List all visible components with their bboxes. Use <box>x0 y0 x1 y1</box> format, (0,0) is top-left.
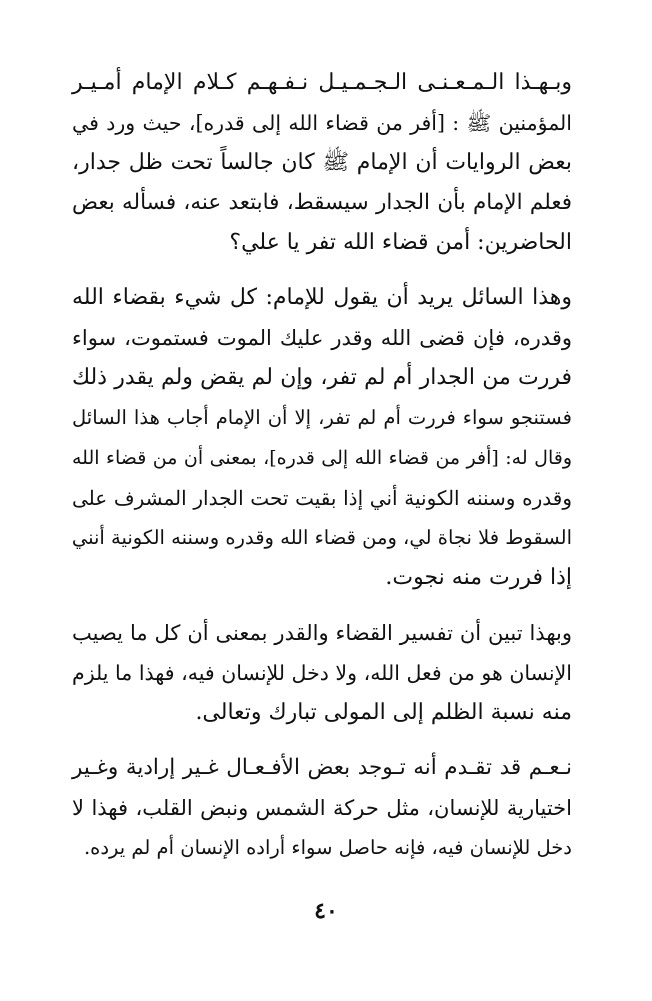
paragraph-2-line-6: وقدره وسننه الكونية أني إذا بقيت تحت الجدار المشرف على <box>72 486 572 510</box>
paragraph-2-line-3: فررت من الجدار أم لم تفر، وإن لم يقض ولم يقدر ذلك <box>72 365 572 390</box>
paragraph-2-line-1: وهذا السائل يريد أن يقول للإمام: كل شيء بقضاء الله <box>72 285 572 310</box>
paragraph-4-line-2: اختيارية للإنسان، مثل حركة الشمس ونبض القلب، فهذا لا <box>72 796 572 820</box>
paragraph-2-line-7: السقوط فلا نجاة لي، ومن قضاء الله وقدره وسننه الكونية أنني <box>71 526 572 549</box>
paragraph-1-line-2: المؤمنين ﷺ : [أفر من قضاء الله إلى قدره]، حيث ورد في <box>72 111 572 135</box>
paragraph-2-line-2: وقدره، فإن قضى الله وقدر عليك الموت فستموت، سواء <box>72 326 572 350</box>
paragraph-3-line-1: وبهذا تبين أن تفسير القضاء والقدر بمعنى أن كل ما يصيب <box>72 621 572 645</box>
paragraph-4-line-1: نـعـم قد تقـدم أنه تـوجد بعض الأفـعـال غـير إرادية وغـير <box>72 755 572 780</box>
paragraph-4-line-3: دخل للإنسان فيه، فإنه حاصل سواء أراده الإنسان أم لم يرده. <box>83 836 572 859</box>
paragraph-1-line-4: فعلم الإمام بأن الجدار سيسقط، فابتعد عنه، فسأله بعض <box>72 190 572 215</box>
paragraph-3-line-3: منه نسبة الظلم إلى المولى تبارك وتعالى. <box>195 700 572 725</box>
paragraph-1-line-5: الحاضرين: أمن قضاء الله تفر يا علي؟ <box>229 230 572 255</box>
paragraph-2-line-8: إذا فررت منه نجوت. <box>385 565 572 590</box>
paragraph-1-line-3: بعض الروايات أن الإمام ﷺ كان جالساً تحت ظل جدار، <box>72 150 572 175</box>
paragraph-2-line-4: فستنجو سواء فررت أم لم تفر، إلا أن الإمام أجاب هذا السائل <box>72 406 572 429</box>
page-number: ٤٠ <box>314 898 338 924</box>
paragraph-2-line-5: وقال له: [أفر من قضاء الله إلى قدره]، بمعنى أن من قضاء الله <box>72 447 572 469</box>
paragraph-1-line-1: وبـهـذا الـمـعـنـى الـجـمـيـل نـفـهـم كـلام الإمام أمـيـر <box>72 70 572 95</box>
paragraph-3-line-2: الإنسان هو من فعل الله، ولا دخل للإنسان فيه، فهذا ما يلزم <box>72 661 572 685</box>
